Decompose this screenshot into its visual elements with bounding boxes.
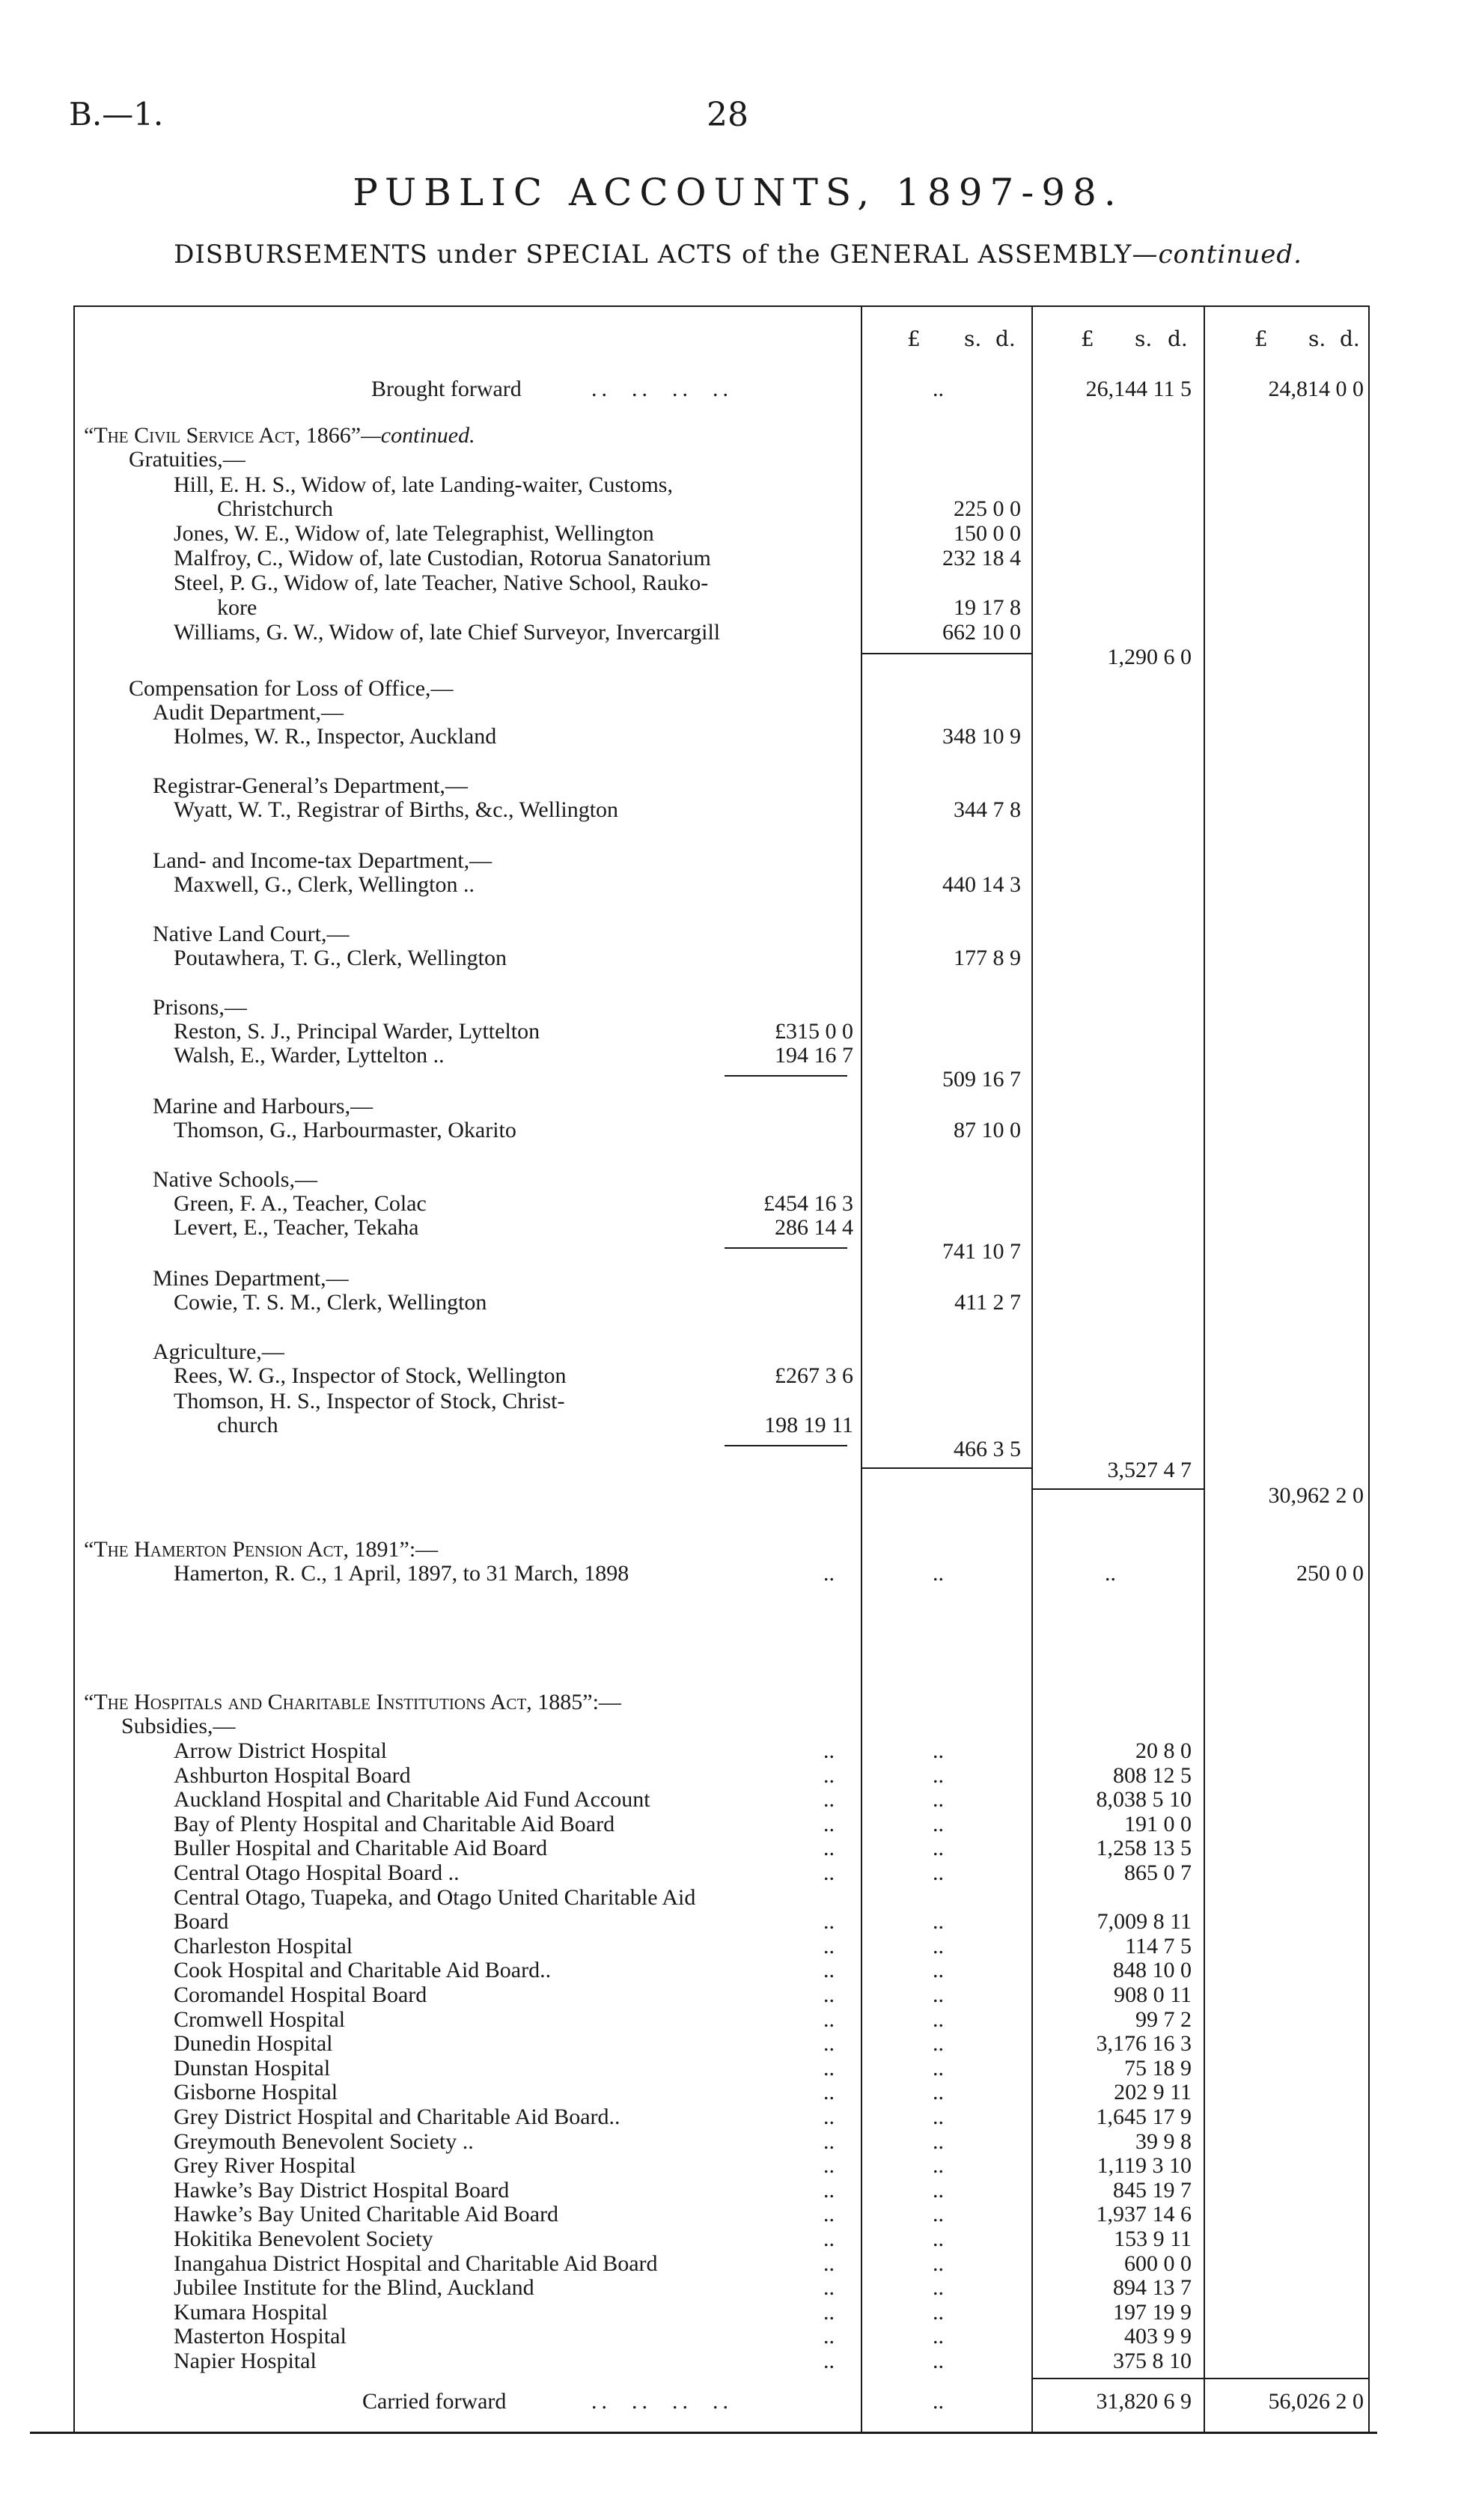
leader-dots: ..: [823, 1909, 835, 1934]
hospital-subsidy-value: 894 13 7: [1113, 2275, 1192, 2300]
hospital-subsidy-value: 1,119 3 10: [1097, 2153, 1192, 2178]
page-title: PUBLIC ACCOUNTS, 1897-98.: [353, 171, 1123, 214]
agriculture-total: 466 3 5: [954, 1437, 1021, 1461]
hospital-subsidy-value: 865 0 7: [1124, 1860, 1192, 1885]
leader-dots: ..: [823, 1958, 835, 1982]
leader-dots: ..: [933, 1909, 944, 1934]
leader-dots: ..: [933, 1982, 944, 2007]
carried-forward-col2: 31,820 6 9: [1096, 2389, 1192, 2414]
leader-dots: ..: [823, 1738, 835, 1763]
leader-dots: ..: [823, 1836, 835, 1860]
hospital-name: Hawke’s Bay District Hospital Board: [174, 2178, 510, 2203]
native-schools-green: Green, F. A., Teacher, Colac: [174, 1191, 427, 1216]
carried-forward-label: Carried forward: [362, 2389, 507, 2414]
native-schools-heading: Native Schools,—: [153, 1167, 317, 1192]
leader-dots: ..: [823, 1934, 835, 1959]
leader-dots: ..: [933, 2007, 944, 2032]
native-schools-green-value: £454 16 3: [763, 1191, 853, 1216]
hamerton-line: Hamerton, R. C., 1 April, 1897, to 31 March, 1898: [174, 1561, 629, 1586]
leader-dots: ..: [933, 2031, 944, 2056]
civil-service-act-total: 30,962 2 0: [1268, 1483, 1364, 1508]
prisons-walsh-value: 194 16 7: [775, 1043, 853, 1068]
gratuity-williams: Williams, G. W., Widow of, late Chief Surveyor, Invercargill: [174, 620, 721, 645]
leader-dots: ..: [933, 1934, 944, 1959]
agriculture-heading: Agriculture,—: [153, 1339, 284, 1364]
col3-s-header: s.: [1308, 326, 1326, 351]
hamerton-heading-tail: :—: [409, 1537, 439, 1562]
land-tax-heading: Land- and Income-tax Department,—: [153, 848, 492, 873]
native-schools-levert-value: 286 14 4: [775, 1215, 853, 1240]
hamerton-heading-text: “The Hamerton Pension Act, 1891”: [84, 1537, 409, 1562]
hospital-name: Cook Hospital and Charitable Aid Board..: [174, 1958, 552, 1982]
audit-heading: Audit Department,—: [153, 700, 344, 725]
hospital-subsidy-value: 1,937 14 6: [1096, 2202, 1192, 2227]
hospital-name: Buller Hospital and Charitable Aid Board: [174, 1836, 548, 1860]
hospital-subsidy-value: 191 0 0: [1124, 1812, 1192, 1836]
gratuity-hill-line2: Christchurch: [217, 496, 333, 521]
carried-forward-col3: 56,026 2 0: [1268, 2389, 1364, 2414]
leader-dots: ..: [823, 2056, 835, 2081]
hospital-subsidy-value: 403 9 9: [1124, 2324, 1192, 2349]
hospital-name: Board: [174, 1909, 229, 1934]
gratuity-hill-line1: Hill, E. H. S., Widow of, late Landing-waiter, Customs,: [174, 472, 673, 497]
leader-dots: ..: [933, 1812, 944, 1836]
leader-dots: ..: [823, 2104, 835, 2129]
hospital-subsidy-value: 375 8 10: [1113, 2349, 1192, 2373]
hospital-subsidy-value: 75 18 9: [1124, 2056, 1192, 2081]
leader-dots: ..: [933, 2300, 944, 2325]
gratuity-steel-line2: kore: [217, 595, 257, 620]
sum-rule: [861, 1467, 1031, 1469]
sub-rule: [725, 1075, 847, 1077]
col1-pound-header: £: [907, 326, 921, 351]
hospitals-heading-tail: :—: [592, 1690, 621, 1714]
hospital-subsidy-value: 7,009 8 11: [1097, 1909, 1192, 1934]
leader-dots: ..: [823, 1763, 835, 1788]
agriculture-rees: Rees, W. G., Inspector of Stock, Wellington: [174, 1363, 567, 1388]
leader-dots: ..: [933, 2202, 944, 2227]
col3-d-header: d.: [1340, 326, 1360, 351]
leader-dots: ..: [823, 2031, 835, 2056]
leader-dots: ..: [823, 2129, 835, 2154]
sum-rule: [1031, 1488, 1204, 1490]
hospital-name: Dunedin Hospital: [174, 2031, 333, 2056]
hamerton-value: 250 0 0: [1296, 1561, 1364, 1586]
leader-dots: ..: [933, 2251, 944, 2276]
column-divider-3: [1204, 305, 1205, 2432]
leader-dots: ..: [823, 1787, 835, 1812]
leader-dots: ..: [933, 2389, 944, 2414]
gratuities-heading: Gratuities,—: [129, 447, 246, 472]
leader-dots: .. .. .. ..: [591, 377, 733, 401]
audit-holmes: Holmes, W. R., Inspector, Auckland: [174, 724, 497, 749]
leader-dots: ..: [823, 1812, 835, 1836]
marine-thomson: Thomson, G., Harbourmaster, Okarito: [174, 1118, 516, 1142]
hospital-subsidy-value: 600 0 0: [1124, 2251, 1192, 2276]
hospital-subsidy-value: 197 19 9: [1113, 2300, 1192, 2325]
registrar-heading: Registrar-General’s Department,—: [153, 773, 468, 798]
gratuity-jones-value: 150 0 0: [954, 521, 1021, 546]
leader-dots: ..: [933, 1561, 944, 1586]
hospital-name: Inangahua District Hospital and Charitable Aid Board: [174, 2251, 658, 2276]
subtitle-continued: —continued.: [1132, 240, 1302, 270]
marine-heading: Marine and Harbours,—: [153, 1094, 373, 1119]
leader-dots: ..: [933, 2056, 944, 2081]
gratuity-steel-line1: Steel, P. G., Widow of, late Teacher, Native School, Rauko-: [174, 570, 709, 595]
leader-dots: ..: [823, 2251, 835, 2276]
hospital-subsidy-value: 808 12 5: [1113, 1763, 1192, 1788]
gratuity-steel-value: 19 17 8: [954, 595, 1021, 620]
leader-dots: ..: [933, 1860, 944, 1885]
gratuities-total: 1,290 6 0: [1107, 645, 1192, 669]
leader-dots: ..: [823, 2275, 835, 2300]
prisons-heading: Prisons,—: [153, 995, 247, 1020]
hospital-name: Charleston Hospital: [174, 1934, 353, 1959]
hospital-name: Coromandel Hospital Board: [174, 1982, 427, 2007]
leader-dots: ..: [933, 2104, 944, 2129]
hospital-name: Central Otago, Tuapeka, and Otago United Charitable Aid: [174, 1885, 696, 1910]
subtitle-main: DISBURSEMENTS under SPECIAL ACTS of the GENERAL ASSEMBLY: [174, 240, 1132, 270]
brought-forward-label: Brought forward: [371, 377, 522, 401]
registrar-wyatt-value: 344 7 8: [954, 797, 1021, 822]
hospital-name: Hokitika Benevolent Society: [174, 2227, 433, 2251]
agriculture-rees-value: £267 3 6: [775, 1363, 853, 1388]
hospital-subsidy-value: 1,645 17 9: [1096, 2104, 1192, 2129]
col1-s-header: s.: [964, 326, 982, 351]
audit-holmes-value: 348 10 9: [942, 724, 1021, 749]
gratuity-jones: Jones, W. E., Widow of, late Telegraphist, Wellington: [174, 521, 654, 546]
leader-dots: ..: [933, 1738, 944, 1763]
hospital-name: Grey River Hospital: [174, 2153, 356, 2178]
table-right-rule: [1368, 305, 1370, 2432]
leader-dots: ..: [823, 2080, 835, 2104]
compensation-heading: Compensation for Loss of Office,—: [129, 676, 454, 701]
table-top-rule: [73, 305, 1370, 307]
agriculture-thomson-line2: church: [217, 1413, 278, 1437]
hospital-name: Bay of Plenty Hospital and Charitable Aid Board: [174, 1812, 615, 1836]
leader-dots: ..: [1105, 1561, 1116, 1586]
prisons-total: 509 16 7: [942, 1067, 1021, 1092]
leader-dots: ..: [823, 2153, 835, 2178]
hospital-name: Kumara Hospital: [174, 2300, 328, 2325]
hospital-name: Greymouth Benevolent Society ..: [174, 2129, 474, 2154]
hospital-subsidy-value: 3,176 16 3: [1096, 2031, 1192, 2056]
native-schools-total: 741 10 7: [942, 1239, 1021, 1264]
hospital-name: Central Otago Hospital Board ..: [174, 1860, 460, 1885]
leader-dots: .. .. .. ..: [591, 2389, 733, 2414]
hospital-subsidy-value: 8,038 5 10: [1096, 1787, 1192, 1812]
leader-dots: ..: [933, 2153, 944, 2178]
col2-pound-header: £: [1081, 326, 1094, 351]
prisons-reston: Reston, S. J., Principal Warder, Lyttelton: [174, 1019, 540, 1044]
leader-dots: ..: [823, 2324, 835, 2349]
hospital-name: Arrow District Hospital: [174, 1738, 387, 1763]
mines-heading: Mines Department,—: [153, 1266, 349, 1291]
hospital-subsidy-value: 1,258 13 5: [1096, 1836, 1192, 1860]
compensation-total: 3,527 4 7: [1107, 1458, 1192, 1482]
col3-pound-header: £: [1254, 326, 1268, 351]
leader-dots: ..: [933, 2324, 944, 2349]
sub-rule: [725, 1445, 847, 1446]
mines-cowie: Cowie, T. S. M., Clerk, Wellington: [174, 1290, 487, 1315]
table-left-rule: [73, 305, 75, 2432]
hospital-subsidy-value: 202 9 11: [1114, 2080, 1192, 2104]
table-bottom-rule: [30, 2432, 1377, 2434]
hospital-subsidy-value: 848 10 0: [1113, 1958, 1192, 1982]
land-tax-maxwell: Maxwell, G., Clerk, Wellington ..: [174, 872, 475, 897]
leader-dots: ..: [933, 2349, 944, 2373]
sum-rule: [1204, 2378, 1368, 2379]
leader-dots: ..: [933, 2129, 944, 2154]
leader-dots: ..: [823, 2007, 835, 2032]
subsidies-heading: Subsidies,—: [121, 1714, 236, 1738]
leader-dots: ..: [933, 1958, 944, 1982]
native-land-heading: Native Land Court,—: [153, 922, 350, 946]
brought-forward-col3: 24,814 0 0: [1268, 377, 1364, 401]
sum-rule: [861, 653, 1031, 654]
civil-service-heading-a: “The Civil Service Act, 1866”: [84, 423, 362, 448]
hospital-name: Masterton Hospital: [174, 2324, 347, 2349]
leader-dots: ..: [823, 1561, 835, 1586]
hospital-name: Gisborne Hospital: [174, 2080, 338, 2104]
col2-s-header: s.: [1135, 326, 1153, 351]
leader-dots: ..: [933, 2227, 944, 2251]
agriculture-thomson-value: 198 19 11: [764, 1413, 853, 1437]
hospital-subsidy-value: 908 0 11: [1114, 1982, 1192, 2007]
hospital-subsidy-value: 39 9 8: [1135, 2129, 1192, 2154]
gratuity-malfroy: Malfroy, C., Widow of, late Custodian, Rotorua Sanatorium: [174, 546, 711, 570]
civil-service-heading-b: —continued.: [361, 423, 475, 448]
sum-rule: [1031, 2378, 1204, 2379]
gratuity-malfroy-value: 232 18 4: [942, 546, 1021, 570]
hamerton-heading: [84, 1538, 438, 1562]
hospitals-heading-text: “The Hospitals and Charitable Institutions Act, 1885”: [84, 1690, 593, 1714]
civil-service-heading: [84, 424, 475, 448]
hospital-name: Hawke’s Bay United Charitable Aid Board: [174, 2202, 559, 2227]
native-schools-levert: Levert, E., Teacher, Tekaha: [174, 1215, 419, 1240]
prisons-walsh: Walsh, E., Warder, Lyttelton ..: [174, 1043, 445, 1068]
hospital-name: Napier Hospital: [174, 2349, 317, 2373]
marine-thomson-value: 87 10 0: [954, 1118, 1021, 1142]
leader-dots: ..: [933, 2080, 944, 2104]
land-tax-maxwell-value: 440 14 3: [942, 872, 1021, 897]
hospital-subsidy-value: 153 9 11: [1114, 2227, 1192, 2251]
leader-dots: ..: [933, 2275, 944, 2300]
leader-dots: ..: [823, 1982, 835, 2007]
hospital-name: Jubilee Institute for the Blind, Auckland: [174, 2275, 534, 2300]
leader-dots: ..: [823, 1860, 835, 1885]
native-land-poutawhera: Poutawhera, T. G., Clerk, Wellington: [174, 946, 507, 970]
hospital-name: Grey District Hospital and Charitable Aid Board..: [174, 2104, 620, 2129]
hospital-name: Dunstan Hospital: [174, 2056, 331, 2081]
hospital-subsidy-value: 845 19 7: [1113, 2178, 1192, 2203]
leader-dots: ..: [933, 1836, 944, 1860]
leader-dots: ..: [823, 2349, 835, 2373]
sub-rule: [725, 1247, 847, 1249]
leader-dots: ..: [933, 1763, 944, 1788]
agriculture-thomson-line1: Thomson, H. S., Inspector of Stock, Christ-: [174, 1389, 565, 1413]
hospital-name: Ashburton Hospital Board: [174, 1763, 411, 1788]
leader-dots: ..: [823, 2178, 835, 2203]
hospitals-heading: [84, 1690, 621, 1714]
leader-dots: ..: [933, 2178, 944, 2203]
hospital-subsidy-value: 20 8 0: [1135, 1738, 1192, 1763]
gratuity-hill-value: 225 0 0: [954, 496, 1021, 521]
hospital-subsidy-value: 114 7 5: [1125, 1934, 1192, 1959]
leader-dots: ..: [933, 377, 944, 401]
col1-d-header: d.: [995, 326, 1016, 351]
leader-dots: ..: [823, 2202, 835, 2227]
document-reference: B.—1.: [69, 96, 164, 133]
brought-forward-col2: 26,144 11 5: [1085, 377, 1192, 401]
native-land-poutawhera-value: 177 8 9: [954, 946, 1021, 970]
registrar-wyatt: Wyatt, W. T., Registrar of Births, &c., Wellington: [174, 797, 619, 822]
leader-dots: ..: [823, 2300, 835, 2325]
leader-dots: ..: [823, 2227, 835, 2251]
leader-dots: ..: [933, 1787, 944, 1812]
page-number: 28: [707, 96, 748, 134]
hospital-name: Auckland Hospital and Charitable Aid Fund Account: [174, 1787, 650, 1812]
page-subtitle: [0, 240, 1476, 270]
hospital-subsidy-value: 99 7 2: [1135, 2007, 1192, 2032]
gratuity-williams-value: 662 10 0: [942, 620, 1021, 645]
mines-cowie-value: 411 2 7: [954, 1290, 1021, 1315]
col2-d-header: d.: [1168, 326, 1188, 351]
hospital-name: Cromwell Hospital: [174, 2007, 346, 2032]
prisons-reston-value: £315 0 0: [775, 1019, 853, 1044]
